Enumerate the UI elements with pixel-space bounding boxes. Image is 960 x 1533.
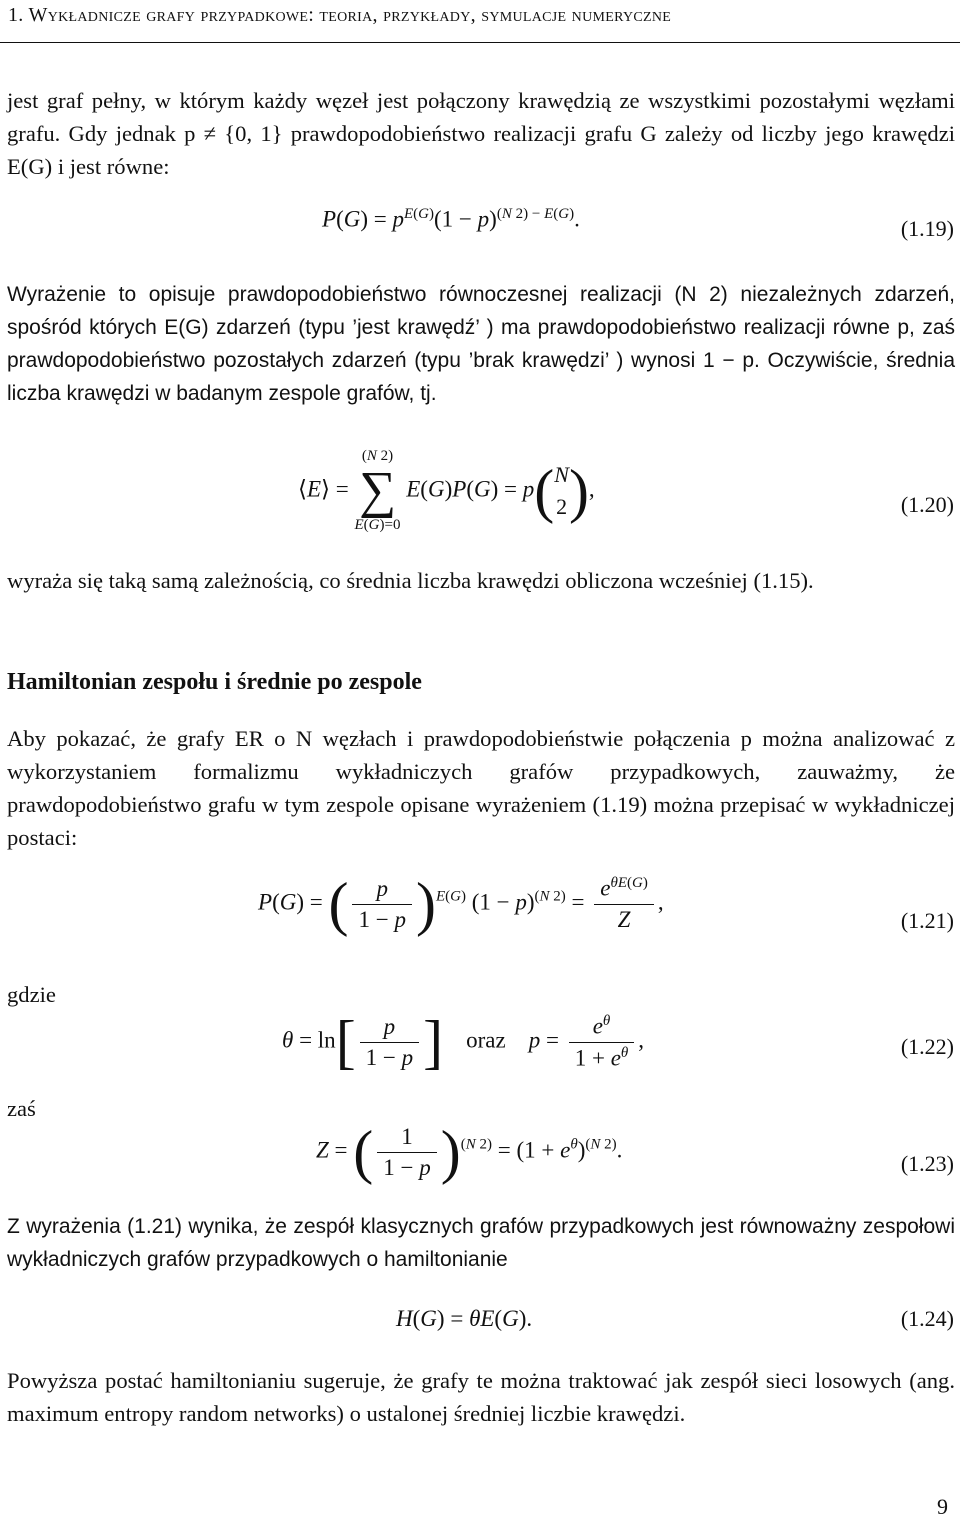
paragraph-3: wyraża się taką samą zależnością, co średnia liczba krawędzi obliczona wcześniej (1.15). bbox=[7, 568, 814, 593]
equation-number-1-20: (1.20) bbox=[900, 492, 954, 517]
equation-1-24: H(G) = θE(G). bbox=[396, 1306, 533, 1331]
equation-number-1-19: (1.19) bbox=[900, 216, 954, 241]
paragraph-2: Wyrażenie to opisuje prawdopodobieństwo równoczesnej realizacji (N 2) niezależnych zdarzeń, spośród których E(G) zdarzeń (typu ’jest krawędź’ ) ma prawdopodobieństwo realizacji równe p, zaś prawdopodobieństwo pozostałych zdarzeń (typu ’brak krawędzi’ ) wynosi 1 − p. Oczywiście, średnia liczba krawędzi w badanym zespole grafów, tj. bbox=[7, 283, 955, 405]
equation-1-22: θ = ln[ $\frac{p}{1 - p}$ ] oraz p = $\frac{e^\theta}{1 + e^\theta}$ , bbox=[282, 1009, 645, 1075]
equation-number-1-22: (1.22) bbox=[900, 1034, 954, 1059]
page-number: 9 bbox=[937, 1494, 948, 1519]
section-title: Hamiltonian zespołu i średnie po zespole bbox=[7, 669, 422, 695]
equation-1-19: $P(G) = p^{E(G)}(1 - p)^{(N 2) - E(G)}$. bbox=[322, 206, 580, 232]
paragraph-5: Z wyrażenia (1.21) wynika, że zespół klasycznych grafów przypadkowych jest równoważny zespołowi wykładniczych grafów przypadkowych o hamiltonianie bbox=[7, 1215, 955, 1271]
header-rule bbox=[0, 42, 960, 43]
paragraph-4: Aby pokazać, że grafy ER o N węzłach i prawdopodobieństwie połączenia p można analizować z wykorzystaniem formalizmu wykładniczych grafów przypadkowych, zauważmy, że prawdopodobieństwo grafu w tym zespole opisane wyrażeniem (1.19) można przepisać w wykładniczej postaci: bbox=[7, 726, 955, 850]
equation-1-23: Z = ( $\frac{1}{1 - p}$ )$^{(N 2)} = (1 + e^\theta)^{(N 2)}$. bbox=[316, 1119, 623, 1185]
equation-1-21: P(G) = ( $\frac{p}{1 - p}$ )$^{E(G)}$ $(1 - p)^{(N 2)}$ = $\frac{e^{\theta E(G)}}{Z}$ , bbox=[258, 871, 664, 937]
equation-number-1-24: (1.24) bbox=[900, 1306, 954, 1331]
paragraph-6: Powyższa postać hamiltonianiu sugeruje, że grafy te można traktować jak zespół sieci losowych (ang. maximum entropy random networks) o ustalonej średniej liczbie krawędzi. bbox=[7, 1368, 955, 1426]
label-gdzie: gdzie bbox=[7, 982, 56, 1007]
equation-number-1-21: (1.21) bbox=[900, 908, 954, 933]
equation-1-20: ⟨E⟩ = (N 2) ∑ E(G)=0 E(G)P(G) = p(N 2), bbox=[298, 448, 595, 533]
label-zas: zaś bbox=[7, 1096, 36, 1121]
paragraph-1: jest graf pełny, w którym każdy węzeł jest połączony krawędzią ze wszystkimi pozostałymi węzłami grafu. Gdy jednak p ≠ {0, 1} prawdopodobieństwo realizacji grafu G zależy od liczby jego krawędzi E(G) i jest równe: bbox=[7, 88, 955, 179]
summation-symbol: (N 2) ∑ E(G)=0 bbox=[354, 448, 401, 533]
running-header: 1. Wykładnicze grafy przypadkowe: teoria, przykłady, symulacje numeryczne bbox=[8, 4, 672, 26]
equation-number-1-23: (1.23) bbox=[900, 1151, 954, 1176]
label-oraz: oraz bbox=[466, 1027, 506, 1053]
